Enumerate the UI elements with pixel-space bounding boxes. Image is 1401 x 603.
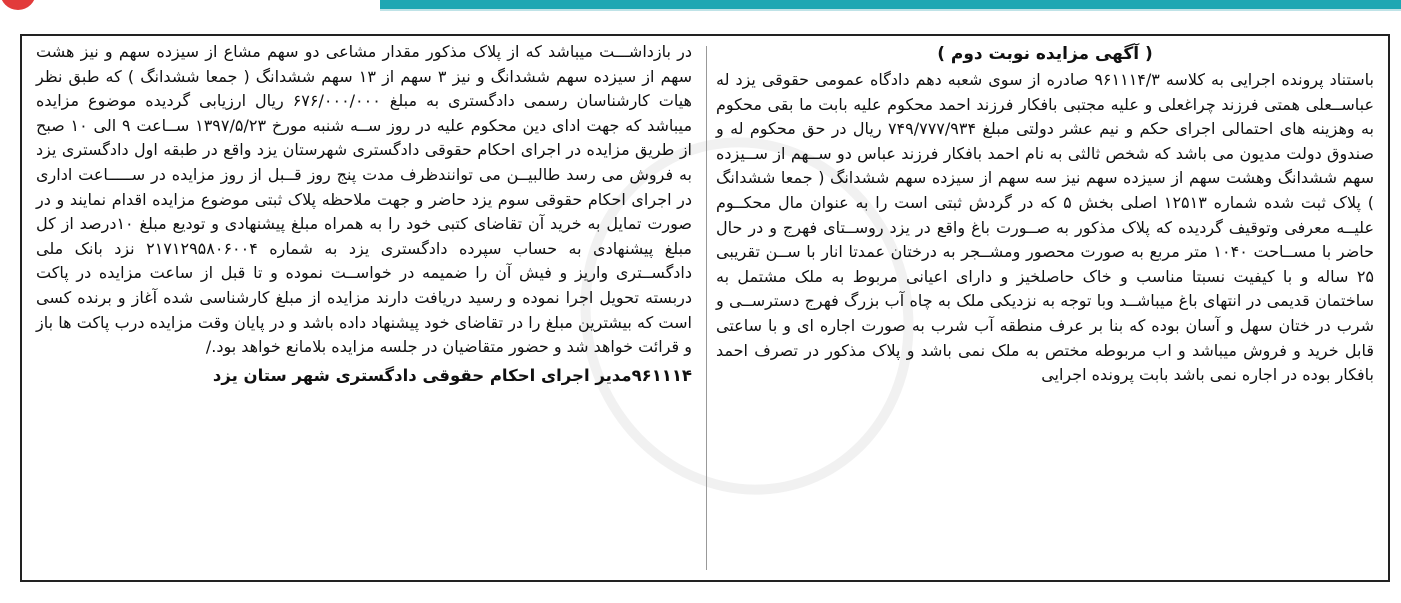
header-accent-stripe bbox=[380, 0, 1401, 9]
brand-logo-icon bbox=[0, 0, 36, 10]
notice-body-right: باستناد پرونده اجرایی به کلاسه ۹۶۱۱۱۴/۳ صادره از سوی شعبه دهم دادگاه عمومی حقوقی یزد له عباســعلی همتی فرزند چراغعلی و علیه مجتبی بافکار فرزند احمد محکوم علیه بابت ما بقی محکوم به وهزینه های احتمالی اجرای حکم و نیم عشر دولتی مبلغ ۷۴۹/۷۷۷/۹۳۴ ریال در حق محکوم له و صندوق دولت مدیون می باشد که شخص ثالثی به نام احمد بافکار فرزند عباس دو ســهم از ســیزده سهم ششدانگ وهشت سهم از سیزده سهم نیز سه سهم از سیزده سهم ششدانگ ( جمعا ششدانگ ) پلاک ثبت شده شماره ۱۲۵۱۳ اصلی بخش ۵ که در گردش ثبتی است را به عنوان مال محکــوم علیــه معرفی وتوقیف گردیده که پلاک مذکور به صــورت باغ واقع در یزد روســتای فهرج و در حال حاضر با مســاحت ۱۰۴۰ متر مربع به صورت محصور ومشــجر به درختان عمدتا انار با ســن تقریبی ۲۵ ساله و با کیفیت نسبتا مناسب و خاک حاصلخیز و دارای اعیانی مربوط به ملک مشتمل به ساختمان قدیمی در انتهای باغ میباشــد وبا توجه به نزدیکی ملک به چاه آب بزرگ فهرج دسترســی و شرب در ختان سهل و آسان بوده که بنا بر عرف منطقه آب شرب به صورت اجاره ای و با ساعتی قابل خرید و فروش میباشد و اب مربوطه مختص به ملک نمی باشد و پلاک مذکور در تصرف احمد بافکار بوده در اجاره نمی باشد بابت پرونده اجرایی bbox=[716, 70, 1375, 385]
notice-body-left: در بازداشـــت میباشد که از پلاک مذکور مقدار مشاعی دو سهم مشاع از سیزده سهم و نیز هشت سهم از سیزده سهم ششدانگ و نیز ۳ سهم از ۱۳ سهم ششدانگ ( جمعا ششدانگ ) که طبق نظر هیات کارشناسان رسمی دادگستری به مبلغ ۶۷۶/۰۰۰/۰۰۰ ریال ارزیابی گردیده موضوع مزایده میباشد که جهت ادای دین محکوم علیه در روز ســه شنبه مورخ ۱۳۹۷/۵/۲۳ ســاعت ۹ الی ۱۰ صبح از طریق مزایده در اجرای احکام حقوقی دادگستری شهرستان یزد واقع در طبقه اول دادگستری یزد به فروش می رسد طالبیــن می توانندظرف مدت پنج روز قــبل از روز مزایده در ســـــاعت اداری در اجرای احکام حقوقی سوم یزد حاضر و جهت ملاحظه پلاک ثبتی موضوع مزایده اقدام نمایند و در صورت تمایل به خرید آن تقاضای کتبی خود را به همراه مبلغ پیشنهادی و توديع مبلغ ۱۰درصد از کل مبلغ پیشنهادی به حساب سپرده دادگستری یزد به شماره ۲۱۷۱۲۹۵۸۰۶۰۰۴ نزد بانک ملی دادگســتری واریز و فیش آن را ضمیمه در خواســت نموده و تا قبل از ساعت مزایده در پاکت دربسته تحویل اجرا نموده و رسید دریافت دارند مزایده از مبلغ کارشناسی شده آغاز و برنده کسی است که بیشترین مبلغ را در تقاضای خود پیشنهاد داده باشد و در پایان وقت مزایده درب پاکت ها باز و قرائت خواهد شد و حضور متقاضیان در جلسه مزایده بلامانع خواهد بود./ bbox=[36, 42, 693, 357]
notice-left-column bbox=[22, 36, 706, 580]
notice-signature: ۹۶۱۱۱۴مدیر اجرای احکام حقوقی دادگستری شهر ستان یزد bbox=[212, 365, 692, 385]
notice-title: ( آگهی مزایده نوبت دوم ) bbox=[937, 44, 1153, 64]
header-bar bbox=[0, 0, 1401, 22]
notice-frame bbox=[20, 34, 1390, 582]
column-divider bbox=[706, 46, 707, 570]
notice-right-column bbox=[702, 36, 1388, 580]
